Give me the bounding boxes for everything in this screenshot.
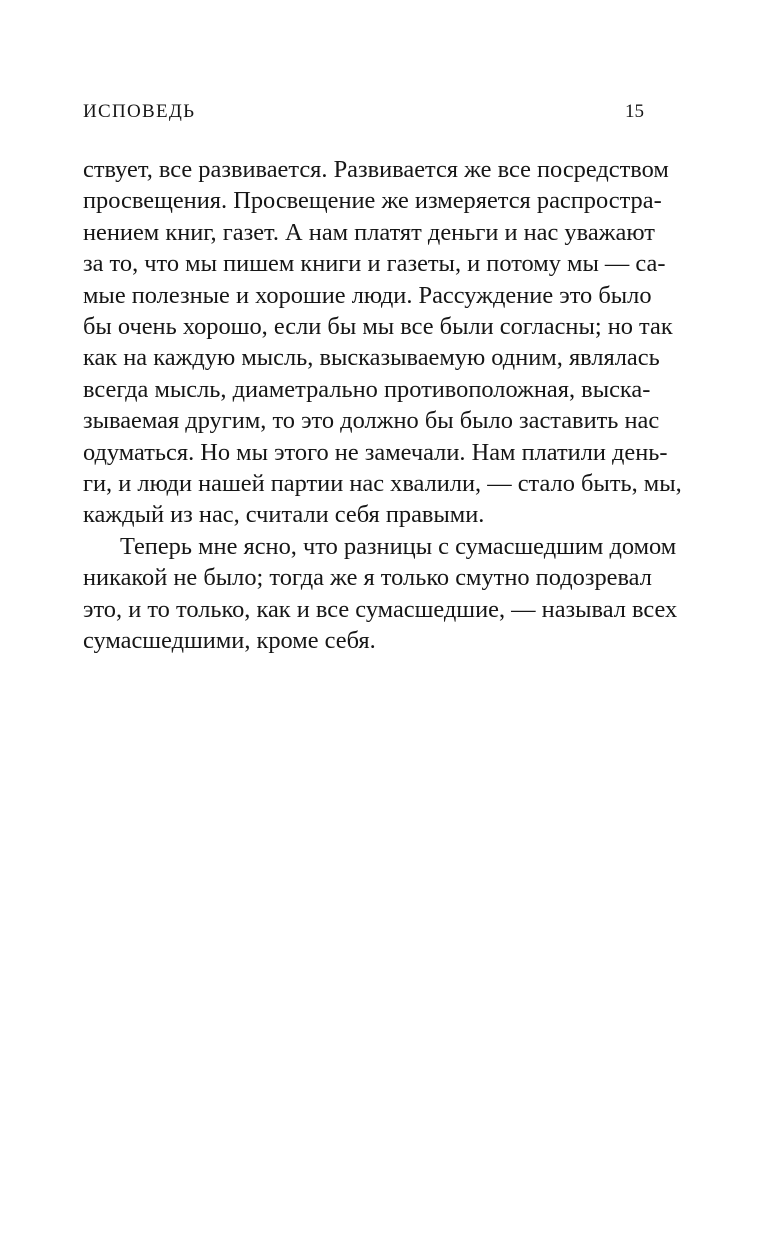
text-line: мые полезные и хорошие люди. Рассуждение это было (83, 281, 652, 309)
text-line: за то, что мы пишем книги и газеты, и потому мы — са- (83, 250, 666, 278)
text-line: ствует, все развивается. Развивается же все посредством (83, 156, 669, 183)
text-line: одуматься. Но мы этого не замечали. Нам платили день- (83, 438, 668, 466)
paragraph (83, 531, 678, 657)
text-line: Теперь мне ясно, что разницы с сумасшедшим домом (120, 532, 677, 560)
running-title: ИСПОВЕДЬ (83, 101, 196, 122)
body-text (83, 154, 682, 657)
text-line: зываемая другим, то это должно бы было заставить нас (83, 407, 660, 435)
text-line: бы очень хорошо, если бы мы все были согласны; но так (83, 313, 673, 341)
page-number: 15 (625, 101, 644, 122)
text-line: всегда мысль, диаметрально противоположная, выска- (83, 375, 651, 403)
text-line: сумасшедшими, кроме себя. (83, 627, 376, 655)
paragraph (83, 154, 682, 531)
text-line: просвещения. Просвещение же измеряется распростра- (83, 187, 662, 215)
text-line: нением книг, газет. А нам платят деньги и нас уважают (83, 218, 655, 246)
text-line: это, и то только, как и все сумасшедшие, — называл всех (83, 595, 678, 623)
text-line: никакой не было; тогда же я только смутно подозревал (83, 564, 652, 592)
text-line: ги, и люди нашей партии нас хвалили, — стало быть, мы, (83, 470, 682, 498)
text-line: как на каждую мысль, высказываемую одним, являлась (83, 344, 660, 372)
text-line: каждый из нас, считали себя правыми. (83, 501, 485, 529)
